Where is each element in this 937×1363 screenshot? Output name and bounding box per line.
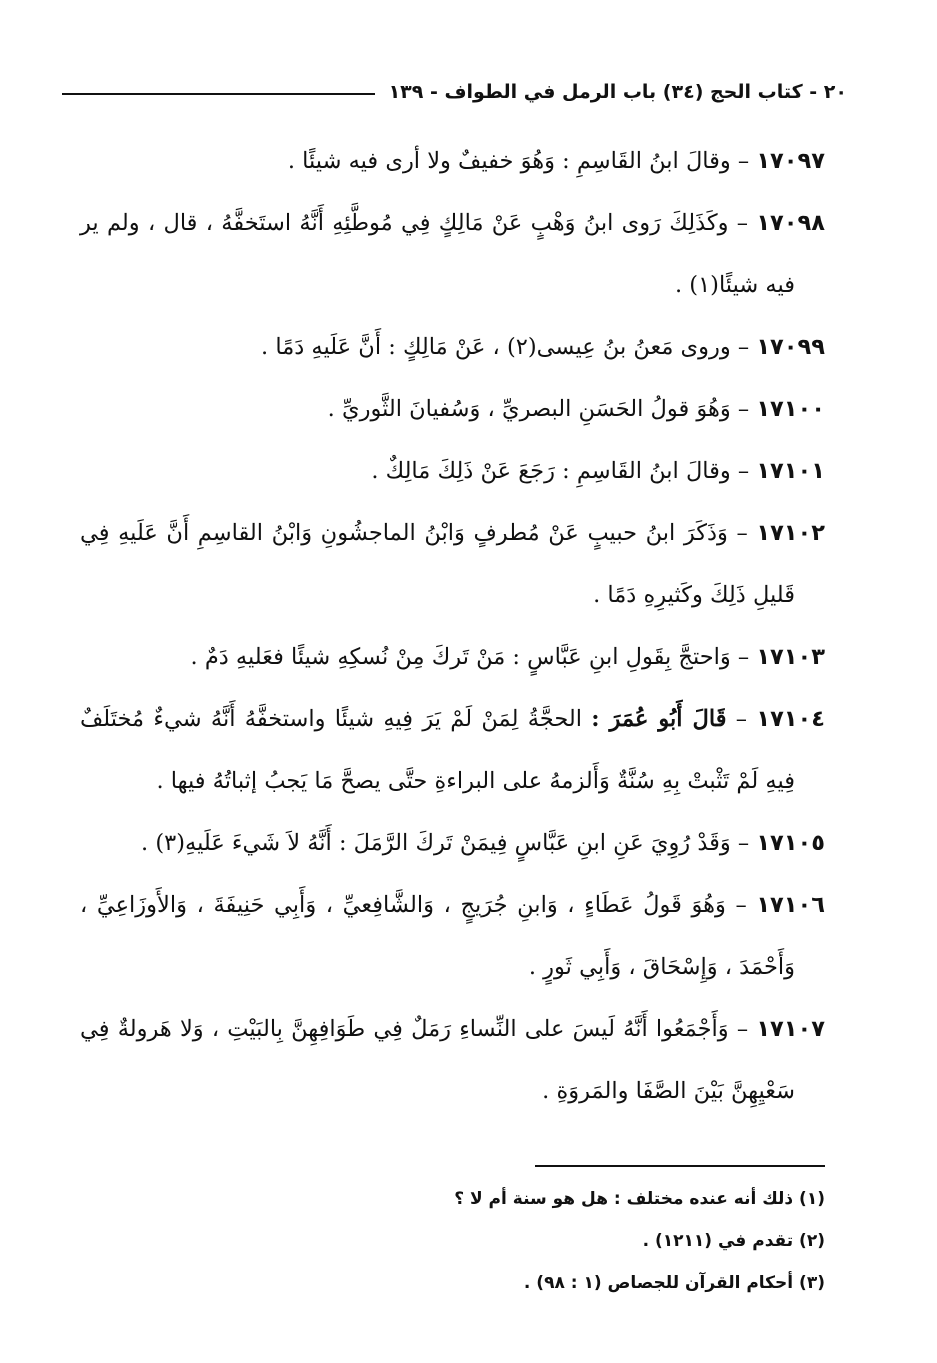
footnote-rule bbox=[535, 1165, 825, 1167]
paragraph-17102: ١٧١٠٢ – وَذَكَرَ ابنُ حبيبٍ عَنْ مُطرفٍ وَابْنُ الماجشُونِ وَابْنُ القاسِمِ أَنَّ عَلَيهِ فِي قَليلِ ذَلِكَ وكَثيرِهِ دَمًا . bbox=[80, 520, 826, 608]
main-text bbox=[80, 130, 825, 1122]
paragraph-17103: ١٧١٠٣ – وَاحتجَّ بِقَولِ ابنِ عَبَّاسٍ : مَنْ تَركَ مِنْ نُسكِهِ شيئًا فعَليهِ دَمٌ . bbox=[190, 644, 825, 670]
paragraph-number: ١٧١٠٧ bbox=[756, 1016, 825, 1042]
paragraph-text: وقالَ ابنُ القَاسِمِ : وَهُوَ خفيفٌ ولا أرى فيه شيئًا . bbox=[287, 148, 731, 174]
footnote-1: (١) ذلك أنه عنده مختلف : هل هو سنة أم لا ؟ bbox=[454, 1189, 825, 1209]
footnote-2: (٢) تقدم في (١٢١١) . bbox=[642, 1231, 825, 1251]
paragraph-17098: ١٧٠٩٨ – وكَذَلِكَ رَوى ابنُ وَهْبٍ عَنْ مَالِكٍ فِي مُوطَّئِهِ أَنَّهُ استَخفَّهُ ، قال ، ولم ير فيه شيئًا(١) . bbox=[80, 210, 825, 298]
paragraph-number: ١٧٠٩٩ bbox=[756, 334, 825, 360]
running-header-text: ٢٠ - كتاب الحج (٣٤) باب الرمل في الطواف - ١٣٩ bbox=[388, 81, 847, 103]
paragraph-number: ١٧١٠٢ bbox=[756, 520, 826, 546]
footnote-3: (٣) أحكام القرآن للجصاص (١ : ٩٨) . bbox=[523, 1273, 825, 1293]
paragraph-number: ١٧٠٩٨ bbox=[756, 210, 825, 236]
paragraph-number: ١٧١٠٥ bbox=[756, 830, 825, 856]
paragraph-text: وقالَ ابنُ القَاسِمِ : رَجَعَ عَنْ ذَلِكَ مَالِكٌ . bbox=[371, 458, 731, 484]
paragraph-text: وَقَدْ رُوِيَ عَنِ ابنِ عَبَّاسٍ فِيمَنْ تَركَ الرَّمَلَ : أَنَّهُ لاَ شَيءَ عَلَيهِ(٣) . bbox=[141, 830, 731, 856]
paragraph-number: ١٧١٠٠ bbox=[756, 396, 825, 422]
paragraph-number: ١٧١٠٣ bbox=[756, 644, 825, 670]
paragraph-number: ١٧٠٩٧ bbox=[756, 148, 825, 174]
paragraph-17107: ١٧١٠٧ – وَأَجْمَعُوا أَنَّهُ لَيسَ على النِّساءِ رَمَلٌ فِي طَوَافِهِنَّ بِالبَيْتِ ، وَلا هَرولةٌ فِي سَعْيِهِنَّ بَيْنَ الصَّفَا والمَروَةِ . bbox=[80, 1016, 825, 1104]
paragraph-17100: ١٧١٠٠ – وَهُوَ قولُ الحَسَنِ البصريِّ ، وَسُفيانَ الثَّوريِّ . bbox=[327, 396, 825, 422]
paragraph-text: وَأَجْمَعُوا أَنَّهُ لَيسَ على النِّساءِ رَمَلٌ فِي طَوَافِهِنَّ بِالبَيْتِ ، وَلا هَرولةٌ فِي سَعْيِهِنَّ بَيْنَ الصَّفَا والمَروَةِ . bbox=[80, 1016, 795, 1104]
paragraph-17105: ١٧١٠٥ – وَقَدْ رُوِيَ عَنِ ابنِ عَبَّاسٍ فِيمَنْ تَركَ الرَّمَلَ : أَنَّهُ لاَ شَيءَ عَلَيهِ(٣) . bbox=[141, 830, 825, 856]
paragraph-text: وروى مَعنُ بنُ عِيسى(٢) ، عَنْ مَالِكٍ : أَنَّ عَلَيهِ دَمًا . bbox=[261, 334, 731, 360]
author-lead: قَالَ أَبُو عُمَرَ : bbox=[591, 706, 727, 732]
paragraph-17097: ١٧٠٩٧ – وقالَ ابنُ القَاسِمِ : وَهُوَ خفيفٌ ولا أرى فيه شيئًا . bbox=[287, 148, 825, 174]
paragraph-text: وَاحتجَّ بِقَولِ ابنِ عَبَّاسٍ : مَنْ تَركَ مِنْ نُسكِهِ شيئًا فعَليهِ دَمٌ . bbox=[190, 644, 731, 670]
paragraph-text: وَذَكَرَ ابنُ حبيبٍ عَنْ مُطرفٍ وَابْنُ الماجشُونِ وَابْنُ القاسِمِ أَنَّ عَلَيهِ فِي قَليلِ ذَلِكَ وكَثيرِهِ دَمًا . bbox=[80, 520, 795, 608]
header-rule bbox=[62, 93, 375, 95]
paragraph-text: الحجَّةُ لِمَنْ لَمْ يَرَ فِيهِ شيئًا واستخفَّهُ أَنَّهُ شيءٌ مُختَلَفٌ فِيهِ لَمْ تَثْبتْ بِهِ سُنَّةٌ وَأَلزمهُ على البراءةِ حتَّى يصحَّ مَا يَجبُ إثباتُهُ فيها . bbox=[80, 706, 795, 794]
paragraph-17104: ١٧١٠٤ – قَالَ أَبُو عُمَرَ : الحجَّةُ لِمَنْ لَمْ يَرَ فِيهِ شيئًا واستخفَّهُ أَنَّهُ شيءٌ مُختَلَفٌ فِيهِ لَمْ تَثْبتْ بِهِ سُنَّةٌ وَأَلزمهُ على البراءةِ حتَّى يصحَّ مَا يَجبُ إثباتُهُ فيها . bbox=[80, 706, 826, 794]
paragraph-number: ١٧١٠٦ bbox=[756, 892, 825, 918]
paragraph-number: ١٧١٠٤ bbox=[756, 706, 826, 732]
paragraph-17099: ١٧٠٩٩ – وروى مَعنُ بنُ عِيسى(٢) ، عَنْ مَالِكٍ : أَنَّ عَلَيهِ دَمًا . bbox=[261, 334, 825, 360]
footnotes bbox=[80, 1178, 825, 1304]
paragraph-17101: ١٧١٠١ – وقالَ ابنُ القَاسِمِ : رَجَعَ عَنْ ذَلِكَ مَالِكٌ . bbox=[371, 458, 825, 484]
paragraph-text: وكَذَلِكَ رَوى ابنُ وَهْبٍ عَنْ مَالِكٍ فِي مُوطَّئِهِ أَنَّهُ استَخفَّهُ ، قال ، ولم ير فيه شيئًا(١) . bbox=[80, 210, 795, 298]
paragraph-text: وَهُوَ قولُ الحَسَنِ البصريِّ ، وَسُفيانَ الثَّوريِّ . bbox=[327, 396, 731, 422]
paragraph-17106: ١٧١٠٦ – وَهُوَ قَولُ عَطَاءٍ ، وَابنِ جُرَيجٍ ، وَالشَّافِعيِّ ، وَأَبِي حَنِيفَةَ ، وَالأَوزَاعِيِّ ، وَأَحْمَدَ ، وَإِسْحَاقَ ، وَأَبِي ثَورٍ . bbox=[80, 892, 825, 980]
paragraph-text: وَهُوَ قَولُ عَطَاءٍ ، وَابنِ جُرَيجٍ ، وَالشَّافِعيِّ ، وَأَبِي حَنِيفَةَ ، وَالأَوزَاعِيِّ ، وَأَحْمَدَ ، وَإِسْحَاقَ ، وَأَبِي ثَورٍ . bbox=[80, 892, 795, 980]
running-header bbox=[62, 72, 847, 112]
paragraph-number: ١٧١٠١ bbox=[756, 458, 825, 484]
